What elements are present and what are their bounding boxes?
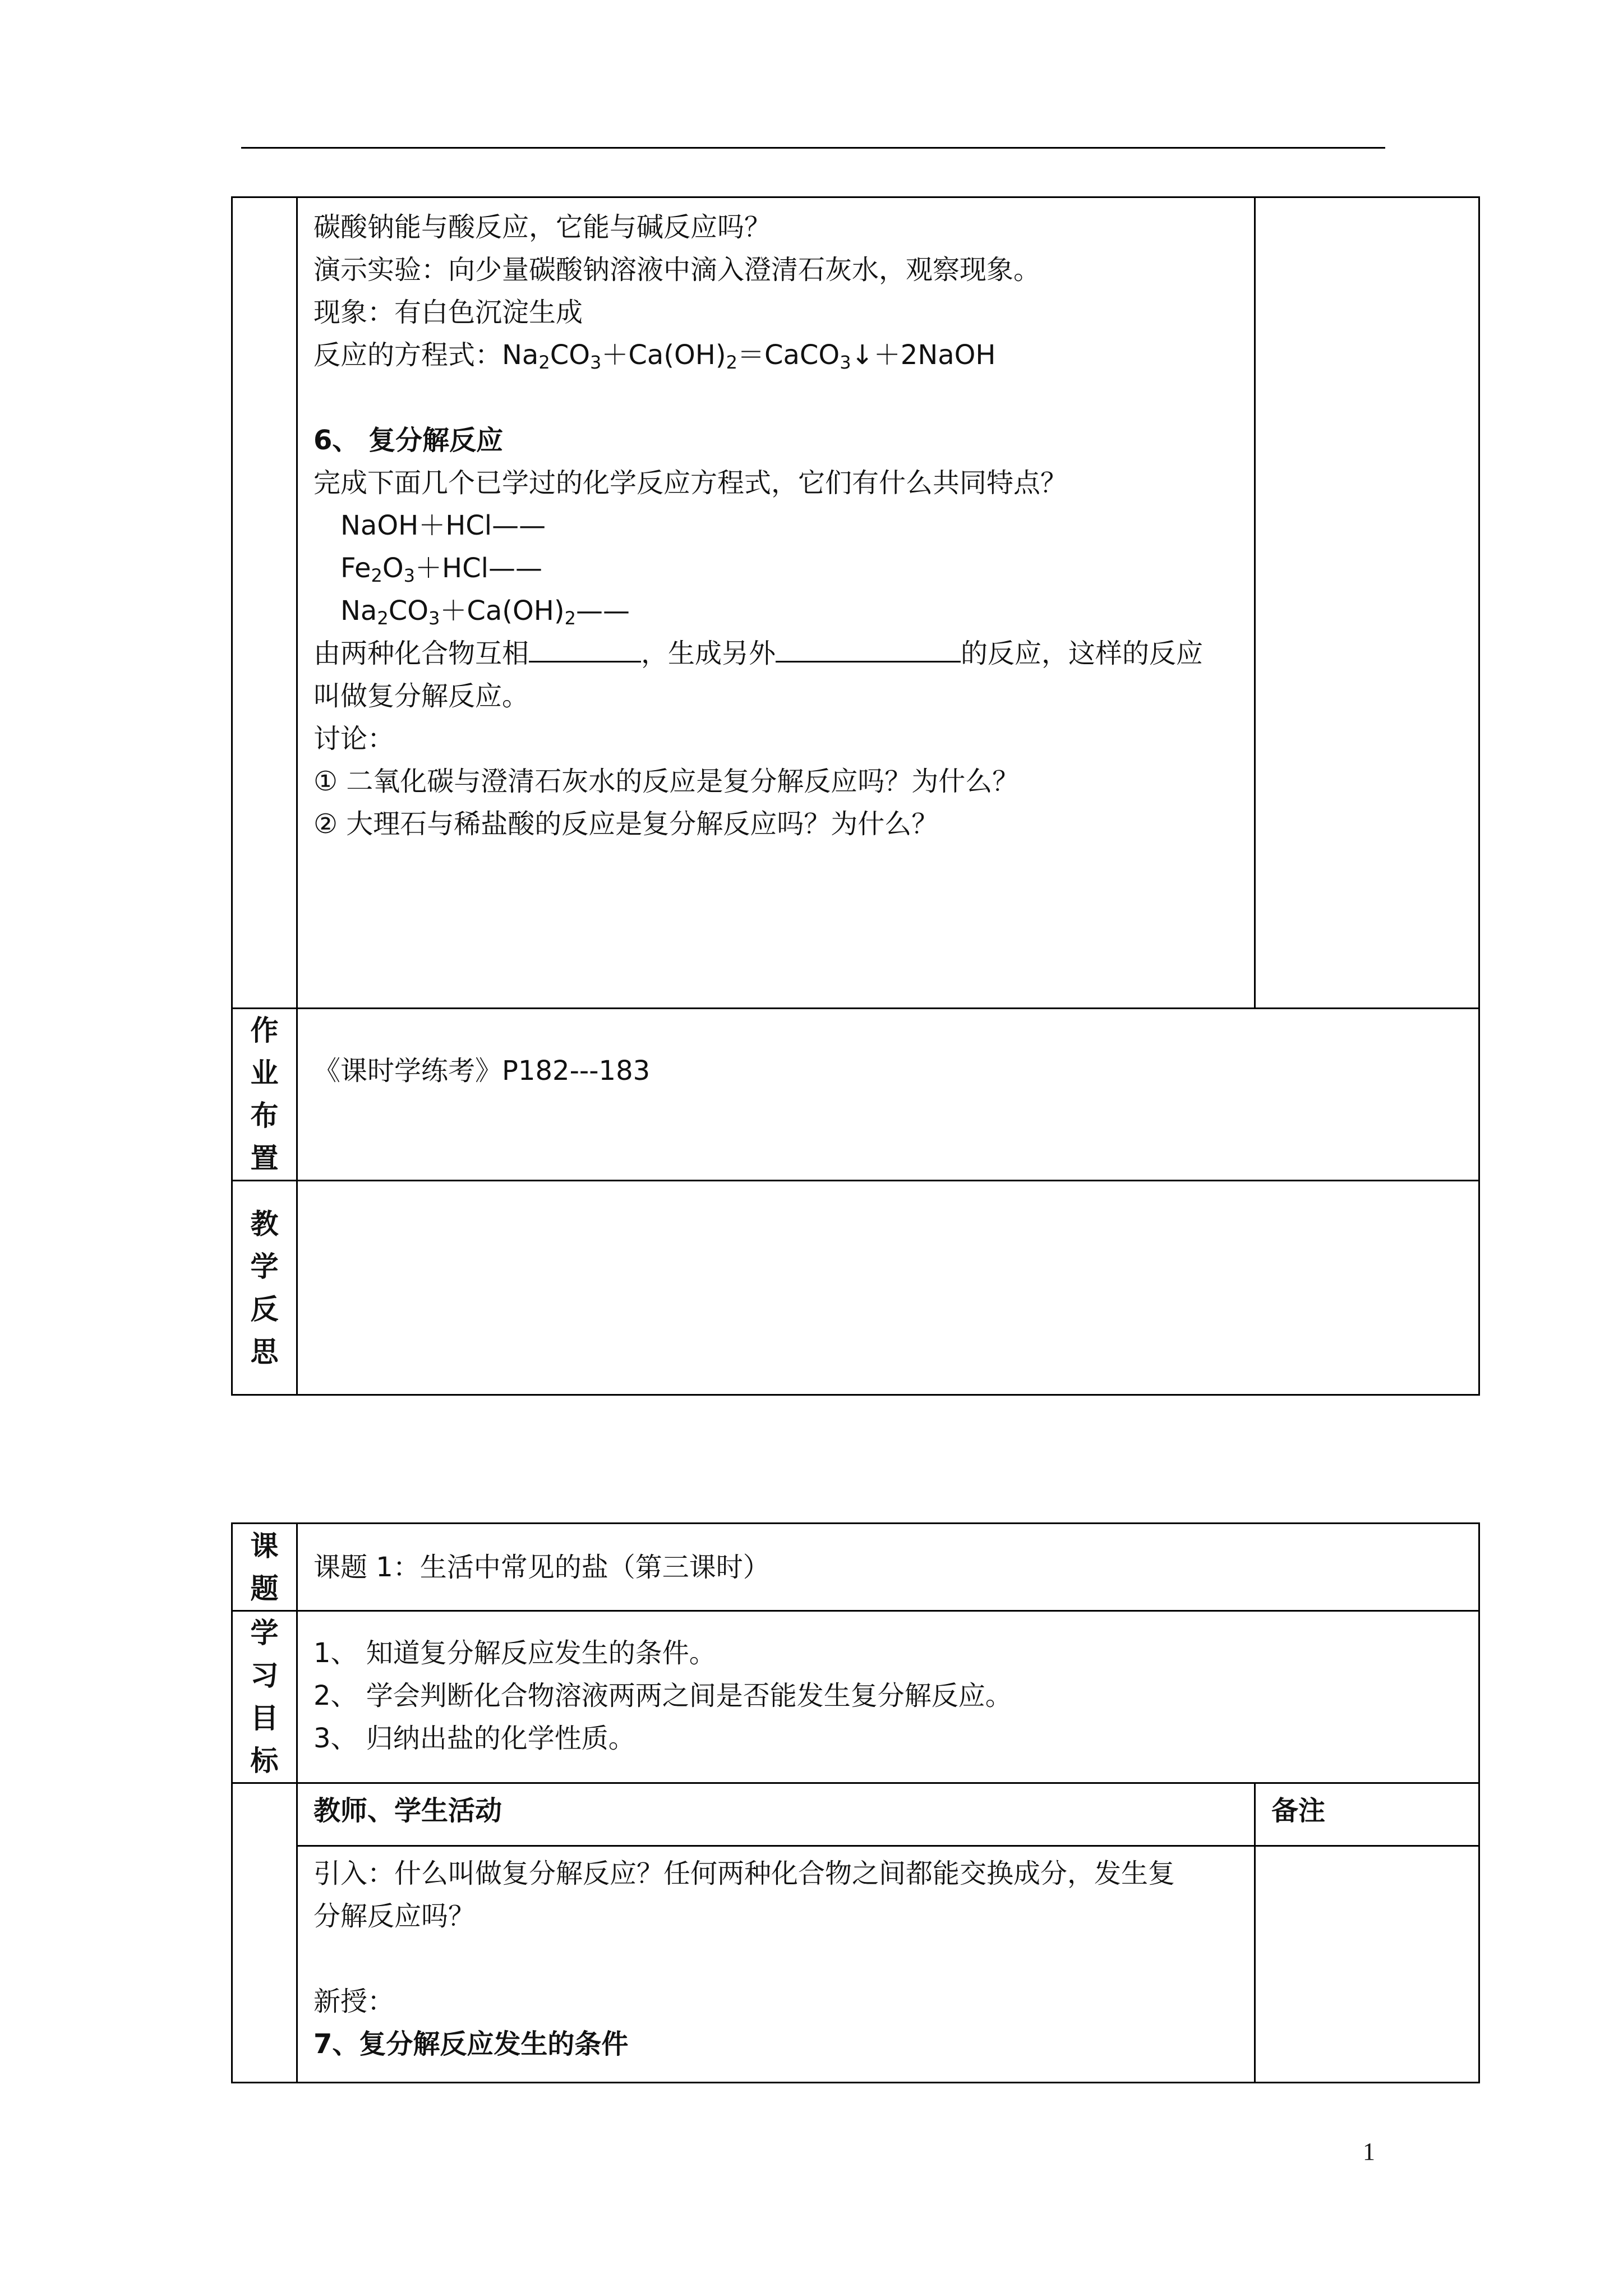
activities-header-cell [297, 1783, 1255, 1846]
objective-item: 3、 归纳出盐的化学性质。 [313, 1723, 635, 1754]
text-line: 分解反应吗？ [313, 1901, 476, 1932]
text-line: 演示实验：向少量碳酸钠溶液中滴入澄清石灰水，观察现象。 [313, 254, 1041, 286]
discussion-item: ① 二氧化碳与澄清石灰水的反应是复分解反应吗？为什么？ [313, 766, 1020, 797]
activities-cell [297, 1846, 1255, 2083]
page-number: 1 [1363, 2138, 1375, 2165]
objectives-cell [297, 1611, 1479, 1783]
topic-label: 课 题 [232, 1524, 297, 1611]
activities-header: 教师、学生活动 [313, 1795, 502, 1826]
activities-cell [297, 197, 1255, 1009]
notes-header: 备注 [1271, 1795, 1326, 1826]
text-line: 新授： [313, 1986, 395, 2017]
notes-cell [1255, 1846, 1479, 2083]
objectives-label: 学 习 目 标 [232, 1611, 297, 1783]
text-line: 引入：什么叫做复分解反应？任何两种化合物之间都能交换成分，发生复 [313, 1858, 1175, 1889]
homework-text: 《课时学练考》P182---183 [313, 1055, 651, 1087]
fill-blank[interactable] [529, 633, 641, 662]
lesson-table-continued [231, 196, 1480, 1396]
equation-line: NaOH＋HCl—— [340, 510, 546, 541]
notes-cell [1255, 197, 1479, 1009]
section-title: 7、复分解反应发生的条件 [313, 2028, 629, 2060]
reflection-cell [297, 1181, 1479, 1395]
homework-label: 作 业 布 置 [232, 1009, 297, 1181]
objective-item: 1、 知道复分解反应发生的条件。 [313, 1637, 716, 1669]
homework-cell [297, 1009, 1479, 1181]
text-line: 讨论： [313, 723, 395, 754]
topic-cell [297, 1524, 1479, 1611]
notes-header-cell [1255, 1783, 1479, 1846]
equation-line: $Na_2CO_3+Ca(OH)_2——$ [340, 595, 630, 629]
equation-line: 反应的方程式：$Na_2CO_3+Ca(OH)_2=CaCO_3↓+2NaOH$ [313, 339, 996, 373]
text-line: 叫做复分解反应。 [313, 680, 529, 712]
label-cell-empty [232, 197, 297, 1009]
equation-line: $Fe_2O_3+HCl——$ [340, 553, 542, 586]
text-line: 现象：有白色沉淀生成 [313, 297, 583, 328]
lesson-table [231, 1522, 1480, 2083]
text-line: 完成下面几个已学过的化学反应方程式，它们有什么共同特点？ [313, 467, 1068, 499]
definition-line: 由两种化合物互相 ，生成另外 的反应，这样的反应 [313, 632, 1238, 675]
objective-item: 2、 学会判断化合物溶液两两之间是否能发生复分解反应。 [313, 1680, 1012, 1711]
discussion-item: ② 大理石与稀盐酸的反应是复分解反应吗？为什么？ [313, 808, 939, 840]
label-cell-empty [232, 1783, 297, 2083]
topic-title: 课题 1：生活中常见的盐（第三课时） [313, 1551, 770, 1583]
reflection-label: 教 学 反 思 [232, 1181, 297, 1395]
section-title: 6、 复分解反应 [313, 425, 504, 456]
text-line: 碳酸钠能与酸反应，它能与碱反应吗？ [313, 211, 772, 243]
header-rule [241, 147, 1385, 149]
fill-blank[interactable] [776, 633, 961, 662]
